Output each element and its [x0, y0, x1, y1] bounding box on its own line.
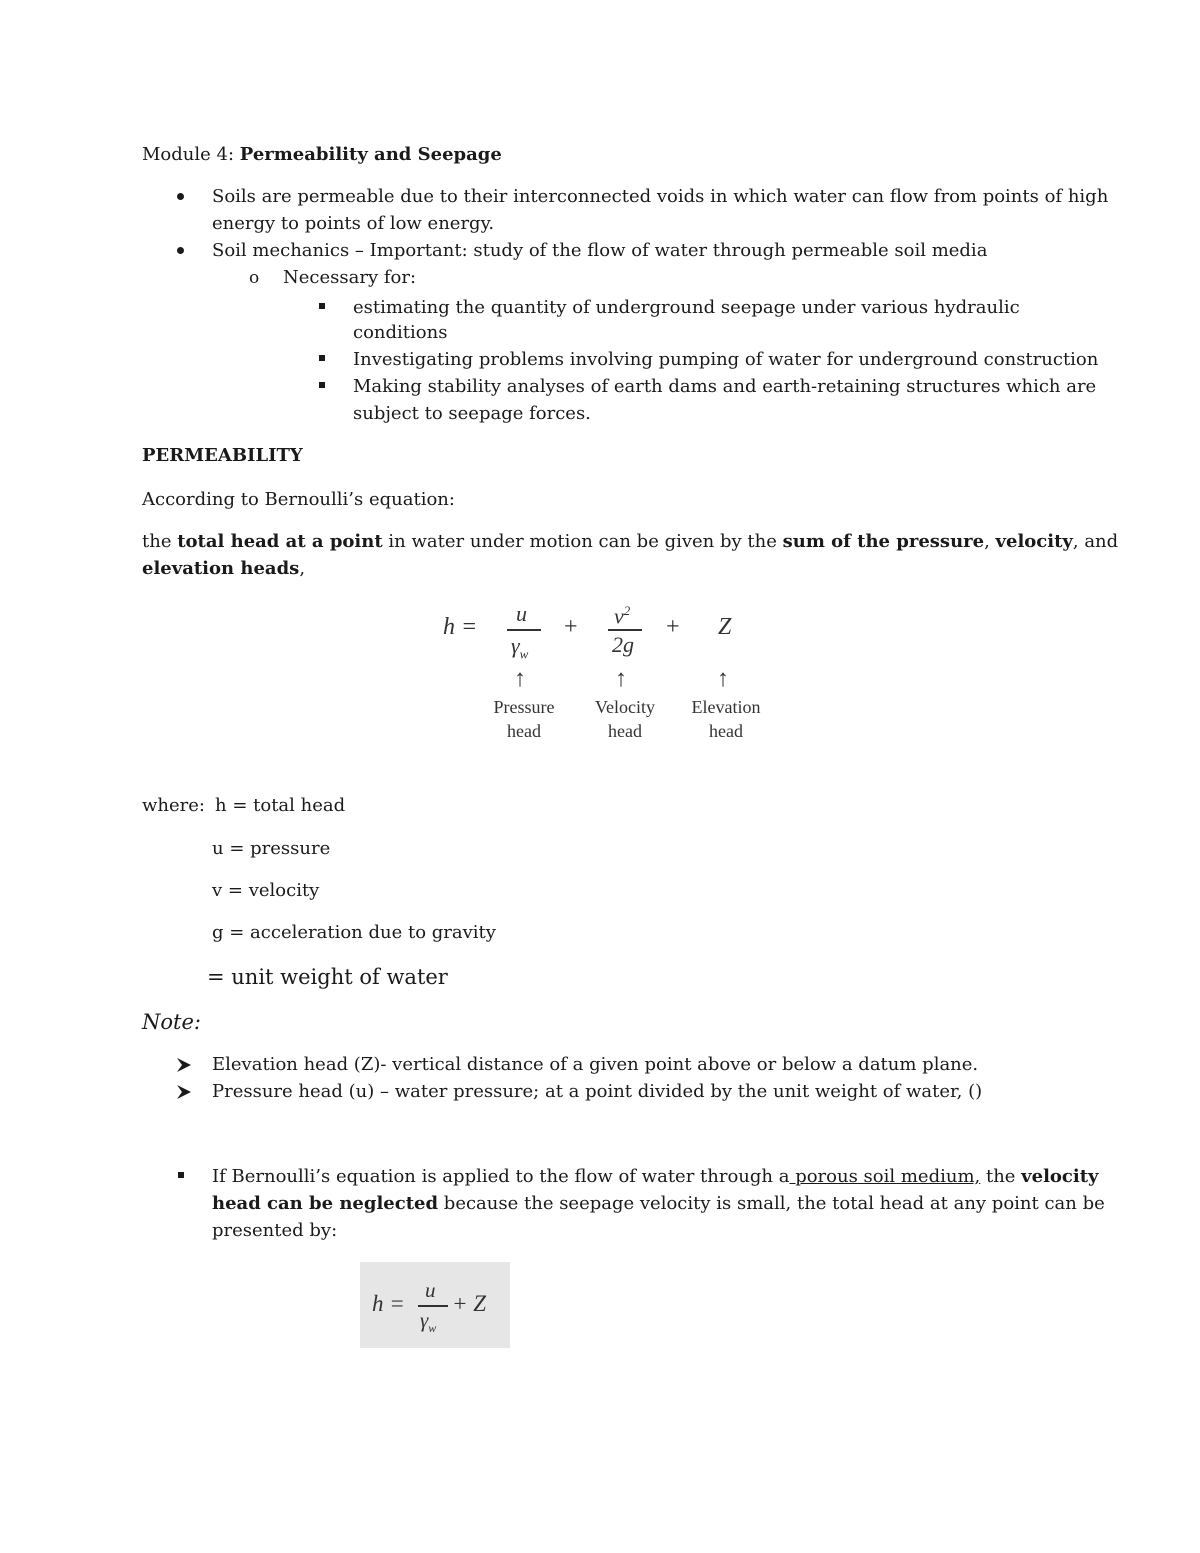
bullet-2-line-1: Soil mechanics – Important: study of the flow of water through permeable soil media [212, 240, 988, 261]
eq1-label-pressure: Pressure head [493, 697, 555, 741]
bullet-dot-2 [177, 247, 184, 254]
eq1-velocity-numerator: $v^2$ [614, 603, 631, 629]
note-arrow-bullet-1 [175, 1056, 193, 1074]
note-label: Note: [142, 1010, 201, 1034]
eq1-pressure-denominator: $\gamma_w$ [511, 633, 529, 662]
eq2-lhs: h = [372, 1291, 405, 1316]
eq1-velocity-fraction-bar [608, 629, 642, 631]
final-square-bullet [178, 1172, 184, 1178]
final-bullet-line-2: head can be neglected because the seepage velocity is small, the total head at any point can be [212, 1193, 1105, 1214]
where-item-gravity: g = acceleration due to gravity [212, 922, 496, 943]
eq1-velocity-denominator: 2g [612, 632, 634, 657]
eq2-plus-z: + Z [452, 1291, 487, 1316]
section-heading-permeability: PERMEABILITY [142, 445, 303, 466]
eq1-elevation-term: Z [718, 614, 732, 640]
bullet-dot-1 [177, 193, 184, 200]
eq1-label-velocity: Velocity head [595, 697, 655, 741]
simplified-head-equation [360, 1262, 510, 1348]
eq1-pressure-numerator: u [516, 601, 527, 626]
square-item-3-line-2: subject to seepage forces. [353, 403, 591, 424]
eq2-fraction-bar [418, 1305, 448, 1307]
final-bullet-line-1: If Bernoulli’s equation is applied to the flow of water through a porous soil medium, the velocity [212, 1166, 1099, 1187]
square-item-1-line-1: estimating the quantity of underground seepage under various hydraulic [353, 297, 1020, 318]
eq2-numerator: u [425, 1278, 436, 1302]
total-head-sentence-line-2: elevation heads, [142, 558, 306, 579]
where-item-total-head: h = total head [215, 795, 346, 816]
where-item-velocity: v = velocity [212, 880, 320, 901]
eq1-pressure-fraction-bar [507, 629, 541, 631]
total-head-sentence-line-1: the total head at a point in water under motion can be given by the sum of the pressure, velocity, and [142, 531, 1119, 552]
where-lead: where: [142, 795, 205, 816]
square-bullet-2 [319, 355, 325, 361]
where-item-unit-weight: = unit weight of water [207, 965, 448, 989]
bullet-1-line-2: energy to points of low energy. [212, 213, 495, 234]
square-item-1-line-2: conditions [353, 322, 448, 343]
eq1-plus-1: + [564, 614, 578, 640]
square-item-3-line-1: Making stability analyses of earth dams and earth-retaining structures which are [353, 376, 1097, 397]
note-item-elevation-head: Elevation head (Z)- vertical distance of a given point above or below a datum plane. [212, 1054, 979, 1075]
eq1-label-elevation: Elevation head [691, 697, 761, 741]
note-item-pressure-head: Pressure head (u) – water pressure; at a point divided by the unit weight of water, () [212, 1081, 983, 1102]
note-arrow-bullet-2 [175, 1083, 193, 1101]
eq1-lhs: h = [443, 614, 478, 640]
sub-bullet-o-marker: o [249, 268, 260, 288]
eq2-denominator: $\gamma_w$ [420, 1308, 437, 1336]
title-bold: Permeability and Seepage [239, 144, 502, 165]
sub-bullet-necessary: Necessary for: [283, 267, 417, 288]
square-bullet-1 [319, 303, 325, 309]
title-prefix: Module 4: [142, 144, 240, 165]
where-item-pressure: u = pressure [212, 838, 331, 859]
page-title [142, 141, 502, 168]
eq1-arrow-pressure: ↑ [514, 666, 526, 692]
square-bullet-3 [319, 382, 325, 388]
square-item-2-line-1: Investigating problems involving pumping of water for underground construction [353, 349, 1099, 370]
final-bullet-line-3: presented by: [212, 1220, 338, 1241]
bullet-1-line-1: Soils are permeable due to their interconnected voids in which water can flow from points of high [212, 186, 1109, 207]
eq1-plus-2: + [666, 614, 680, 640]
eq1-arrow-velocity: ↑ [615, 666, 627, 692]
bernoulli-intro: According to Bernoulli’s equation: [142, 489, 455, 510]
eq1-arrow-elevation: ↑ [717, 666, 729, 692]
